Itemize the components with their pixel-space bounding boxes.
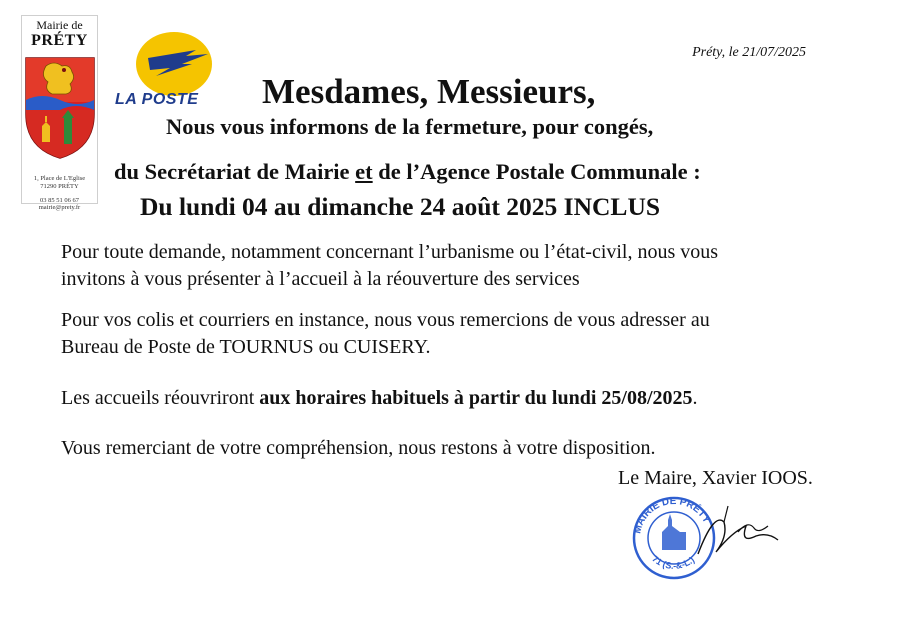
- mairie-name: PRÉTY: [31, 32, 88, 49]
- announcement-underlined-word: et: [355, 159, 373, 184]
- paragraph-reopening: [61, 385, 698, 412]
- address-line-2: 71290 PRÉTY: [40, 183, 79, 190]
- mairie-label: Mairie de: [36, 18, 83, 32]
- coat-of-arms-icon: [24, 56, 96, 160]
- paragraph-parcels-line-1: Pour vos colis et courriers en instance, nous vous remercions de vous adresser au: [61, 309, 710, 331]
- la-poste-brand-text: LA POSTE: [115, 91, 199, 108]
- mairie-badge: [21, 15, 98, 211]
- closure-period: Du lundi 04 au dimanche 24 août 2025 INCLUS: [140, 192, 661, 221]
- mairie-phone: 03 85 51 06 67: [40, 197, 79, 204]
- paragraph-requests: [61, 239, 718, 293]
- mairie-email: mairie@prety.fr: [38, 204, 81, 211]
- paragraph-requests-line-1: Pour toute demande, notamment concernant l’urbanisme ou l’état-civil, nous vous: [61, 241, 719, 263]
- address-line-1: 1, Place de L'Eglise: [33, 175, 86, 182]
- signature-line: Le Maire, Xavier IOOS.: [618, 467, 813, 489]
- paragraph-thanks: Vous remerciant de votre compréhension, nous restons à votre disposition.: [61, 437, 656, 459]
- paragraph-parcels-line-2: Bureau de Poste de TOURNUS ou CUISERY.: [61, 336, 431, 358]
- paragraph-requests-line-2: invitons à vous présenter à l’accueil à la réouverture des services: [61, 268, 580, 290]
- mairie-address: [22, 175, 97, 191]
- announcement-line-2-part-1: du Secrétariat de Mairie: [114, 159, 356, 184]
- announcement-line-2: [114, 159, 701, 185]
- mairie-stamp-and-signature-icon: [628, 492, 788, 584]
- paragraph-parcels: [61, 307, 710, 361]
- svg-text:71 (S.-&-L.): [650, 554, 696, 571]
- paragraph-reopening-part-1: Les accueils réouvriront: [61, 387, 260, 409]
- mairie-contact: [22, 197, 97, 211]
- paragraph-reopening-bold: aux horaires habituels à partir du lundi 25/08/2025: [259, 387, 693, 409]
- paragraph-reopening-part-2: .: [692, 387, 698, 409]
- announcement-line-1: Nous vous informons de la fermeture, pour congés,: [166, 114, 654, 139]
- greeting: Mesdames, Messieurs,: [262, 72, 596, 111]
- document-date: Préty, le 21/07/2025: [692, 45, 806, 60]
- stamp-text-top: MAIRIE DE PRÉTY: [632, 495, 712, 535]
- announcement-line-2-part-2: de l’Agence Postale Communale :: [372, 159, 701, 184]
- stamp-text-bottom: 71 (S.-&-L.): [650, 553, 697, 571]
